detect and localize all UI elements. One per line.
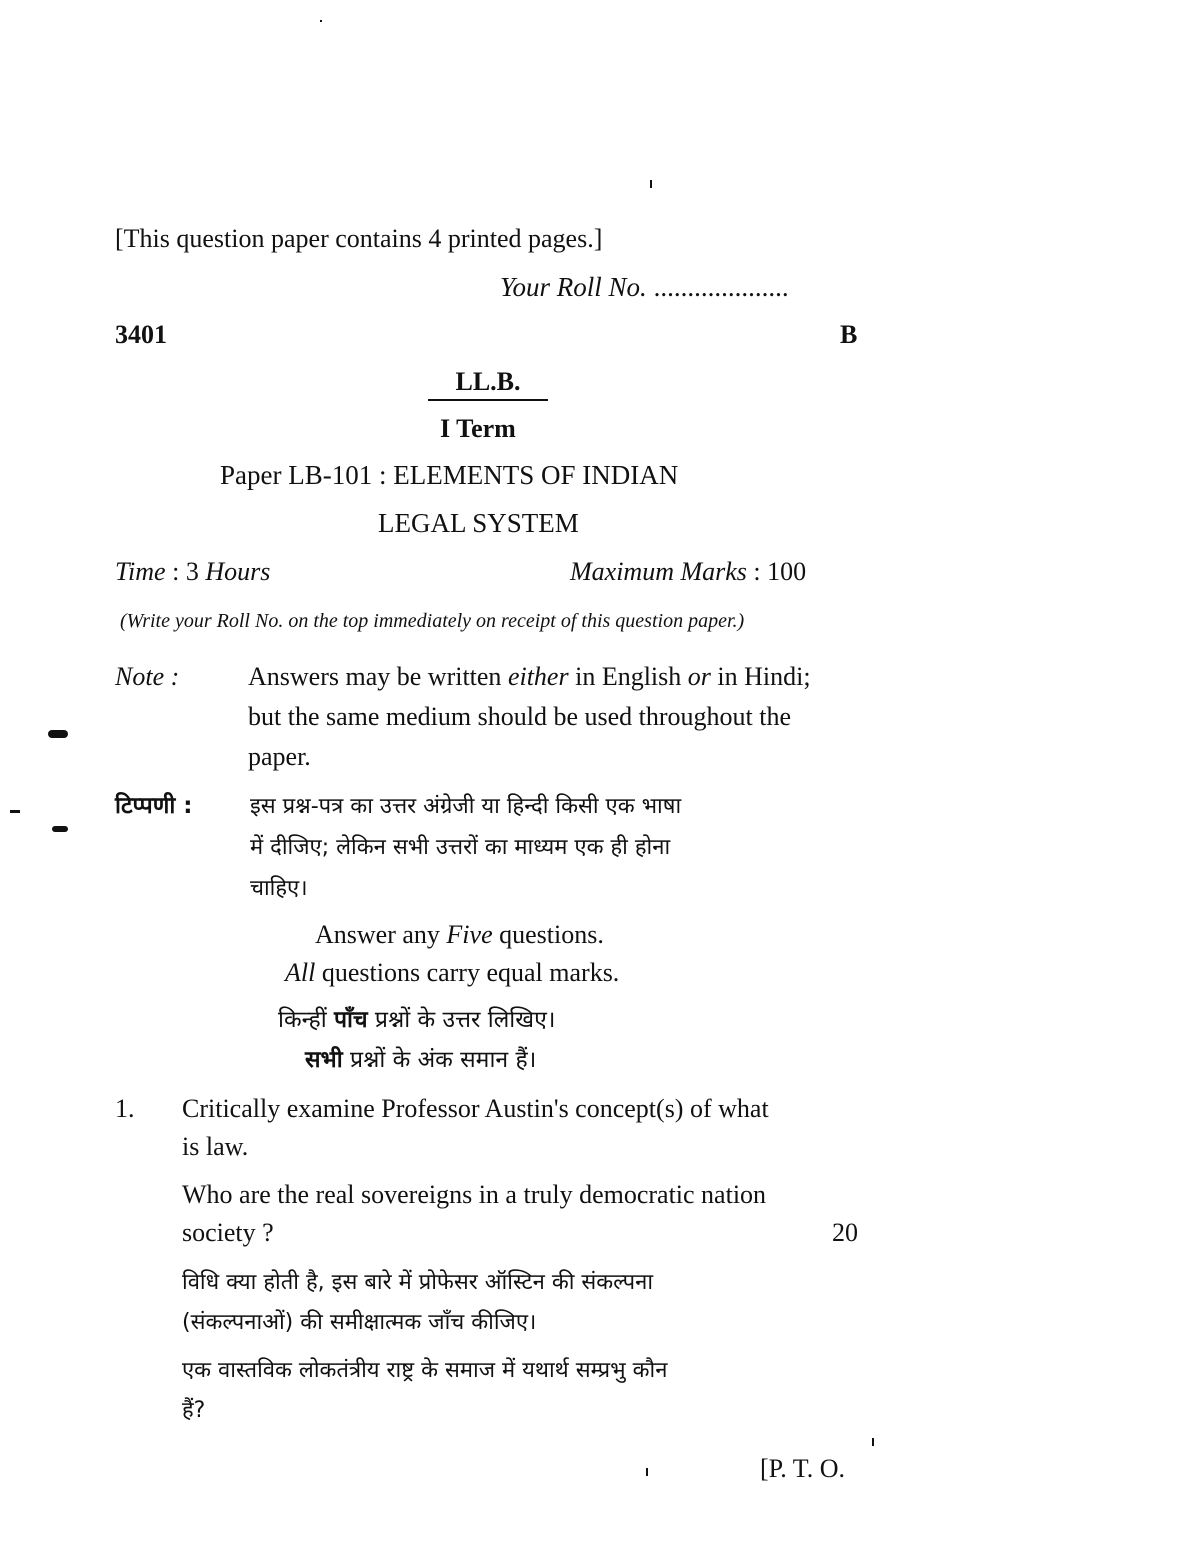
instruction-hindi1 <box>278 1002 556 1034</box>
note-text: in English <box>568 662 688 691</box>
set-letter: B <box>840 320 858 349</box>
degree-title: LL.B. <box>428 367 548 401</box>
time-line: Time : 3 Hours <box>115 557 271 586</box>
note-text: in Hindi; <box>710 662 811 691</box>
roll-no-dots: .................... <box>653 272 789 302</box>
note-label: Note : <box>115 662 180 691</box>
question-en-line4: society ? <box>182 1218 274 1247</box>
note-or: or <box>687 662 711 691</box>
question-hi-line2: (संकल्पनाओं) की समीक्षात्मक जाँच कीजिए। <box>182 1310 537 1335</box>
scan-mark <box>52 826 68 832</box>
instruction-five: Five <box>446 920 493 949</box>
scan-mark <box>48 730 68 738</box>
question-number: 1. <box>115 1094 135 1123</box>
note-text: Answers may be written <box>248 662 508 691</box>
note-either: either <box>507 662 569 691</box>
time-value: 3 <box>185 557 199 586</box>
question-hi-line1: विधि क्या होती है, इस बारे में प्रोफेसर ऑस्टिन की संकल्पना <box>182 1270 654 1295</box>
time-unit: Hours <box>205 557 271 586</box>
scan-mark <box>10 810 20 813</box>
note-line3: paper. <box>248 742 311 771</box>
scan-mark <box>650 180 652 188</box>
paper-title-line2: LEGAL SYSTEM <box>378 508 579 538</box>
paper-code: 3401 <box>115 320 167 349</box>
question-marks: 20 <box>832 1218 858 1247</box>
instruction-text: प्रश्नों के उत्तर लिखिए। <box>367 1007 556 1033</box>
scan-mark <box>872 1438 874 1446</box>
instruction-hindi-all: सभी <box>305 1047 343 1073</box>
question-en-line2: is law. <box>182 1132 249 1161</box>
instruction-text: questions carry equal marks. <box>315 958 620 987</box>
pto-label: [P. T. O. <box>760 1454 845 1483</box>
note-line2: but the same medium should be used throughout the <box>248 702 792 731</box>
note-line1 <box>248 662 811 692</box>
max-marks-line: Maximum Marks : 100 <box>570 557 807 586</box>
question-en-line1: Critically examine Professor Austin's concept(s) of what <box>182 1094 769 1123</box>
hindi-note-line2: में दीजिए; लेकिन सभी उत्तरों का माध्यम एक ही होना <box>250 835 671 860</box>
instruction-text: किन्हीं <box>278 1007 334 1033</box>
instruction-line1 <box>315 920 604 950</box>
instruction-text: questions. <box>492 920 604 949</box>
pages-note: [This question paper contains 4 printed pages.] <box>115 224 603 253</box>
max-marks-label: Maximum Marks <box>570 557 747 586</box>
paper-title-line1: Paper LB-101 : ELEMENTS OF INDIAN <box>220 460 679 490</box>
instruction-hindi2 <box>305 1042 536 1074</box>
instruction-all: All <box>285 958 316 987</box>
instruction-hindi-five: पाँच <box>333 1007 368 1033</box>
instruction-line2 <box>285 958 619 988</box>
hindi-note-line1: इस प्रश्न-पत्र का उत्तर अंग्रेजी या हिन्दी किसी एक भाषा <box>250 794 682 819</box>
hindi-note-label: टिप्पणी : <box>115 793 193 819</box>
roll-no-line <box>500 272 789 303</box>
max-marks-value: 100 <box>767 557 807 586</box>
instruction-text: प्रश्नों के अंक समान हैं। <box>342 1047 537 1073</box>
scan-mark <box>320 20 322 22</box>
hindi-note-line3: चाहिए। <box>250 876 308 901</box>
question-hi-line4: हैं? <box>182 1398 206 1423</box>
time-label: Time <box>115 557 166 586</box>
roll-no-label: Your Roll No. <box>500 272 647 302</box>
roll-instruction: (Write your Roll No. on the top immediately on receipt of this question paper.) <box>120 610 745 632</box>
term-title: I Term <box>440 414 516 443</box>
scan-mark <box>646 1468 648 1476</box>
question-en-line3: Who are the real sovereigns in a truly democratic nation <box>182 1180 767 1209</box>
question-hi-line3: एक वास्तविक लोकतंत्रीय राष्ट्र के समाज में यथार्थ सम्प्रभु कौन <box>182 1358 668 1383</box>
instruction-text: Answer any <box>315 920 447 949</box>
